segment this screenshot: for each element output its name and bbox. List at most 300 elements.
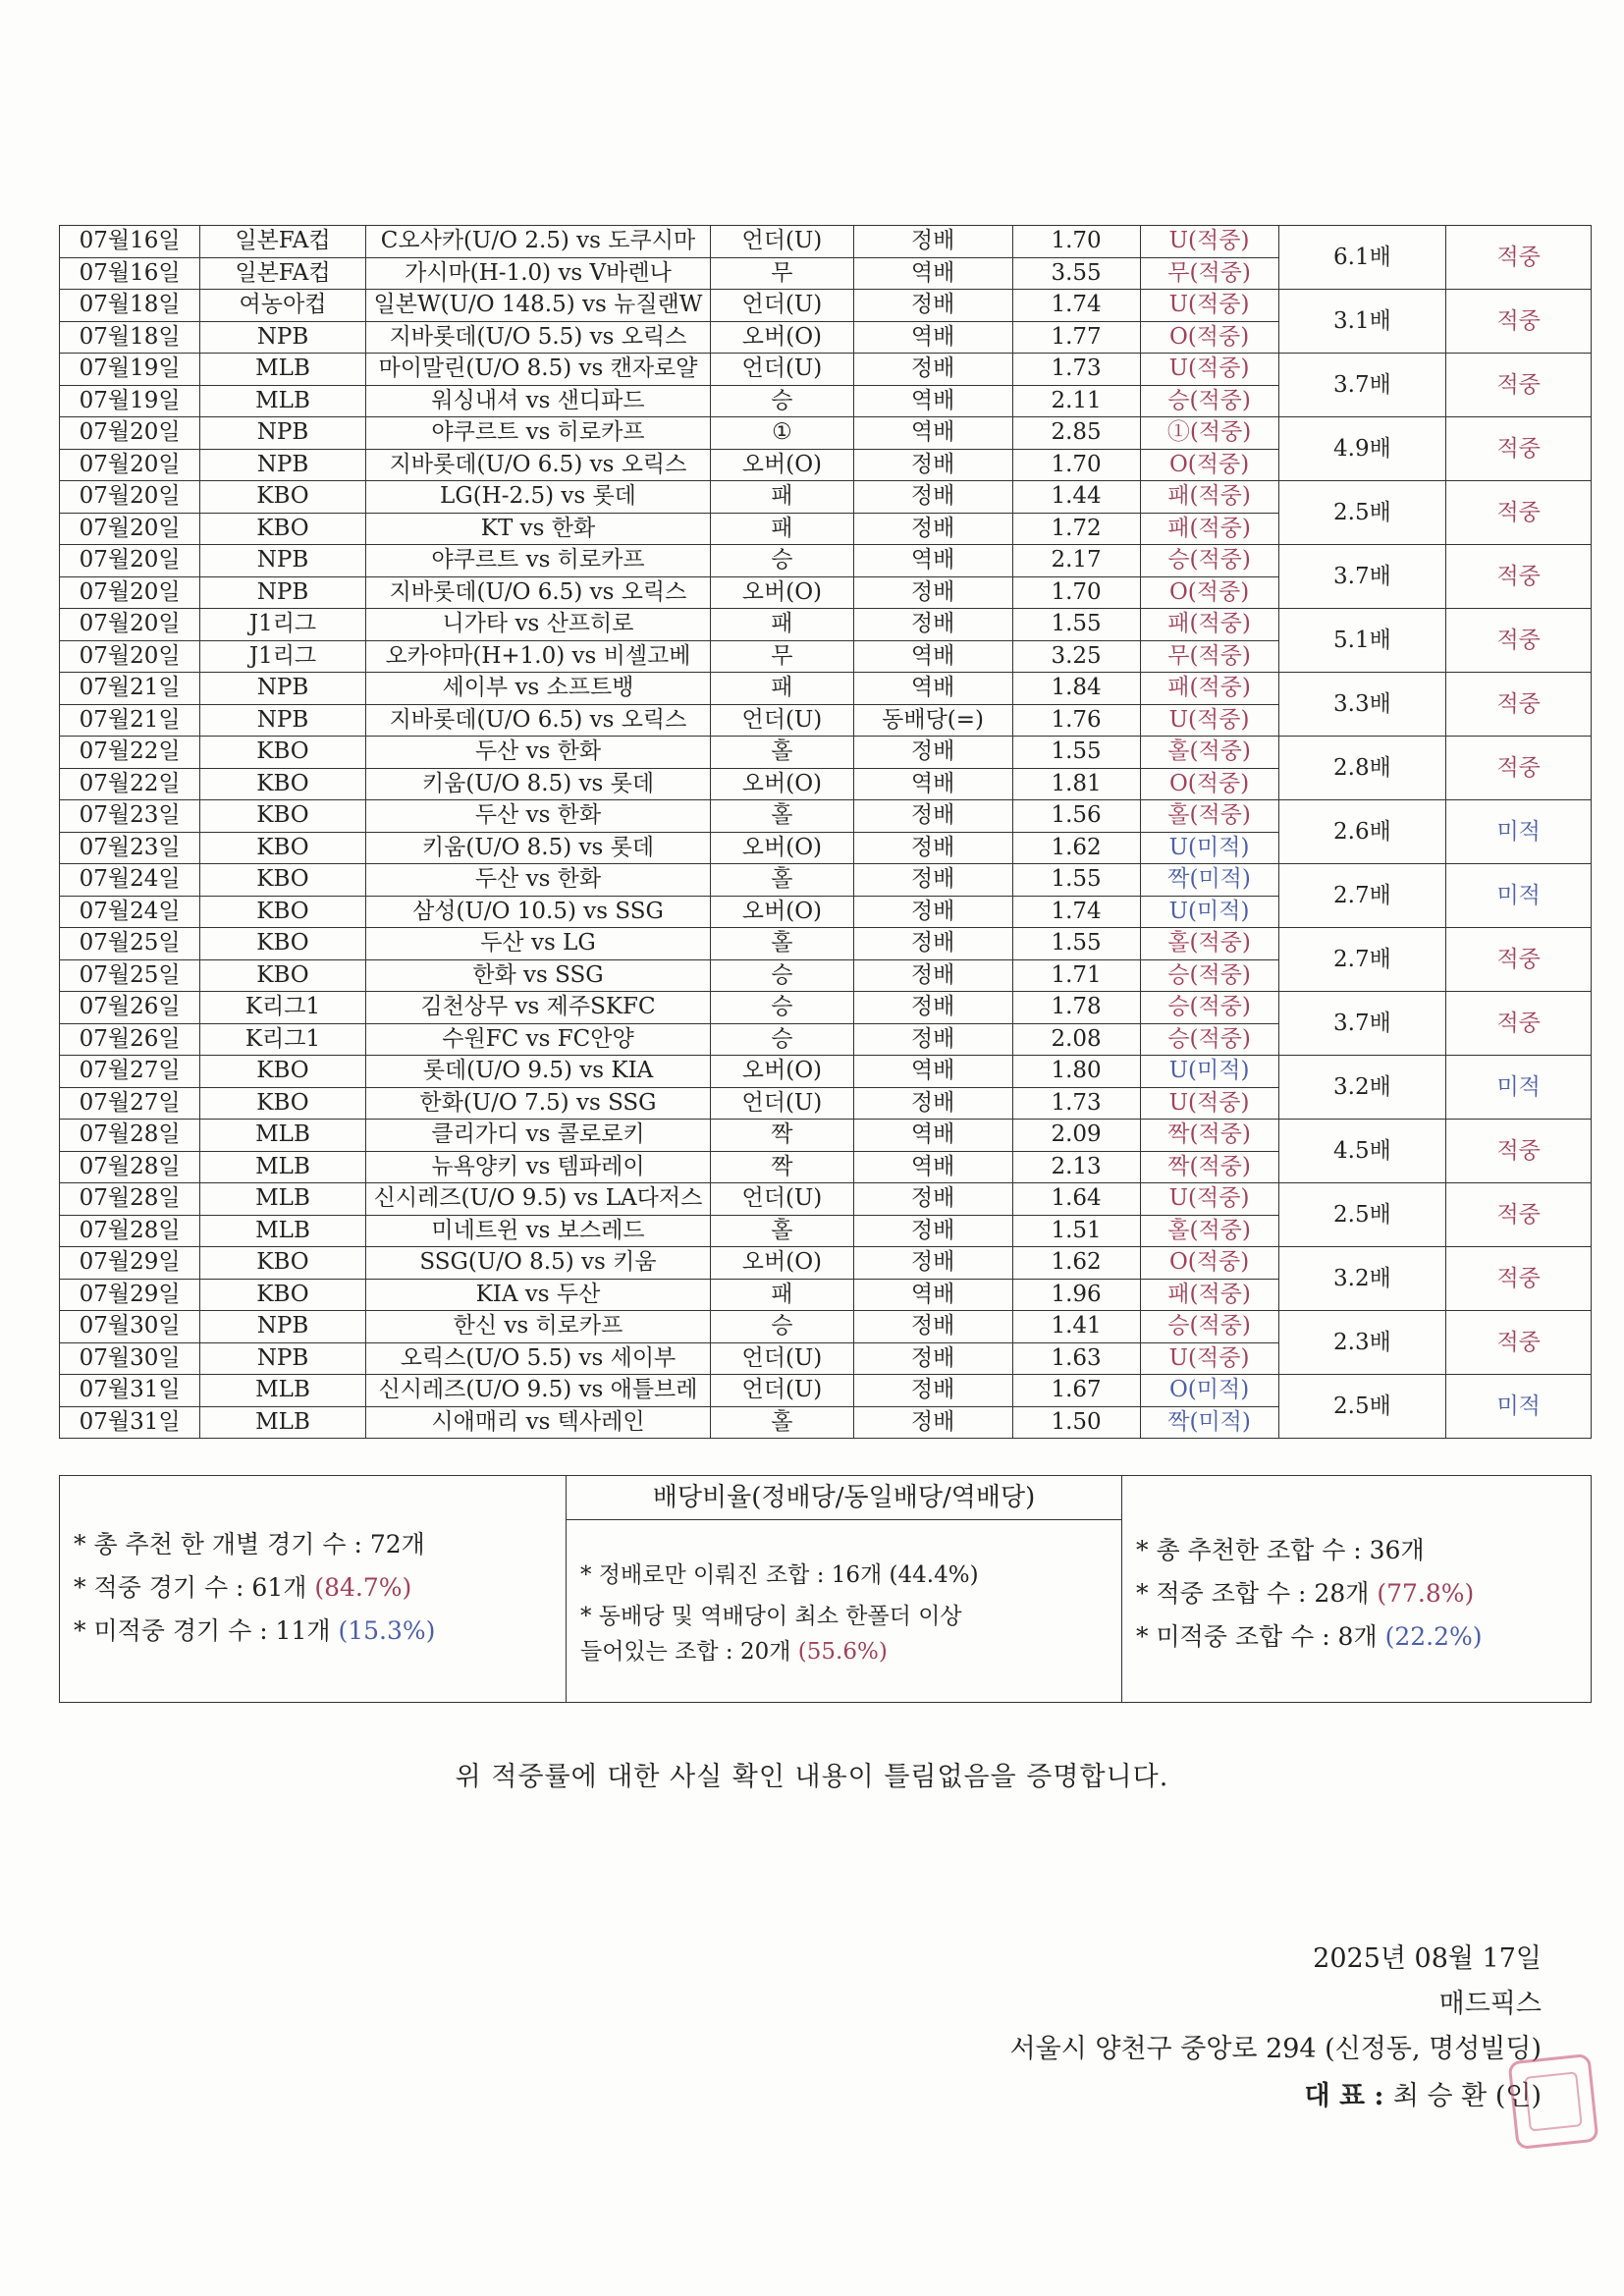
combo-multiplier-cell: 2.5배	[1278, 1375, 1446, 1439]
date-cell: 07월27일	[60, 1087, 200, 1120]
status-cell: ①(적중)	[1140, 417, 1278, 450]
status-cell: 홀(적중)	[1140, 928, 1278, 960]
league-cell: NPB	[200, 417, 366, 450]
combo-multiplier-cell: 2.7배	[1278, 864, 1446, 928]
status-cell: U(미적)	[1140, 1056, 1278, 1088]
match-cell: 가시마(H-1.0) vs V바렌나	[365, 257, 710, 290]
date-cell: 07월28일	[60, 1183, 200, 1216]
combo-result-cell: 미적	[1446, 800, 1592, 864]
date-cell: 07월20일	[60, 609, 200, 641]
odds-cell: 1.84	[1012, 673, 1140, 705]
date-cell: 07월21일	[60, 673, 200, 705]
hit-combos-pct: (77.8%)	[1377, 1579, 1475, 1608]
odds-type-cell: 정배	[853, 1087, 1012, 1120]
match-cell: 세이부 vs 소프트뱅	[365, 673, 710, 705]
status-cell: O(적중)	[1140, 768, 1278, 800]
pick-cell: 언더(U)	[711, 354, 853, 386]
league-cell: K리그1	[200, 992, 366, 1024]
odds-type-cell: 역배	[853, 1279, 1012, 1311]
summary-combos	[1122, 1476, 1591, 1702]
date-cell: 07월25일	[60, 959, 200, 992]
league-cell: KBO	[200, 513, 366, 545]
league-cell: NPB	[200, 576, 366, 609]
combo-result-cell: 미적	[1446, 1056, 1592, 1120]
representative-line	[1305, 2074, 1543, 2112]
status-cell: 홀(적중)	[1140, 800, 1278, 833]
table-row	[60, 481, 1592, 514]
odds-type-cell: 정배	[853, 800, 1012, 833]
combo-result-cell: 적중	[1446, 928, 1592, 992]
combo-result-cell: 적중	[1446, 1120, 1592, 1183]
date-cell: 07월28일	[60, 1151, 200, 1183]
odds-cell: 1.80	[1012, 1056, 1140, 1088]
pick-cell: 승	[711, 385, 853, 417]
pick-cell: ①	[711, 417, 853, 450]
status-cell: 짝(미적)	[1140, 1406, 1278, 1439]
pick-cell: 패	[711, 481, 853, 514]
odds-type-cell: 역배	[853, 257, 1012, 290]
combo-result-cell: 적중	[1446, 737, 1592, 800]
match-cell: 한화(U/O 7.5) vs SSG	[365, 1087, 710, 1120]
league-cell: MLB	[200, 1120, 366, 1152]
pick-cell: 오버(O)	[711, 896, 853, 928]
combo-result-cell: 적중	[1446, 1183, 1592, 1247]
odds-cell: 1.78	[1012, 992, 1140, 1024]
date-cell: 07월26일	[60, 992, 200, 1024]
status-cell: U(적중)	[1140, 354, 1278, 386]
odds-type-cell: 역배	[853, 1151, 1012, 1183]
league-cell: NPB	[200, 673, 366, 705]
league-cell: NPB	[200, 1311, 366, 1343]
match-cell: 두산 vs 한화	[365, 800, 710, 833]
odds-cell: 1.55	[1012, 609, 1140, 641]
match-cell: 신시레즈(U/O 9.5) vs LA다저스	[365, 1183, 710, 1216]
combo-multiplier-cell: 2.5배	[1278, 1183, 1446, 1247]
pick-cell: 언더(U)	[711, 704, 853, 737]
mixed-odds-pct: (55.6%)	[797, 1639, 888, 1665]
odds-type-cell: 정배	[853, 1023, 1012, 1056]
odds-type-cell: 정배	[853, 290, 1012, 322]
table-row	[60, 1183, 1592, 1216]
table-row	[60, 417, 1592, 450]
table-row	[60, 928, 1592, 960]
pick-cell: 홀	[711, 1406, 853, 1439]
date-cell: 07월31일	[60, 1406, 200, 1439]
pick-cell: 패	[711, 673, 853, 705]
odds-type-cell: 동배당(=)	[853, 704, 1012, 737]
odds-type-cell: 역배	[853, 321, 1012, 354]
status-cell: U(적중)	[1140, 704, 1278, 737]
league-cell: MLB	[200, 1375, 366, 1407]
combo-multiplier-cell: 4.5배	[1278, 1120, 1446, 1183]
combo-multiplier-cell: 3.7배	[1278, 354, 1446, 417]
odds-cell: 3.25	[1012, 640, 1140, 673]
odds-cell: 1.41	[1012, 1311, 1140, 1343]
odds-cell: 1.73	[1012, 1087, 1140, 1120]
combo-multiplier-cell: 6.1배	[1278, 226, 1446, 290]
hit-games-pct: (84.7%)	[314, 1573, 412, 1602]
representative-label: 대 표 :	[1304, 2081, 1393, 2111]
table-row	[60, 354, 1592, 386]
odds-cell: 1.70	[1012, 226, 1140, 258]
date-cell: 07월20일	[60, 576, 200, 609]
league-cell: MLB	[200, 385, 366, 417]
match-cell: 오카야마(H+1.0) vs 비셀고베	[365, 640, 710, 673]
odds-type-cell: 정배	[853, 992, 1012, 1024]
table-row	[60, 1311, 1592, 1343]
odds-cell: 1.71	[1012, 959, 1140, 992]
combo-result-cell: 적중	[1446, 673, 1592, 737]
match-cell: 지바롯데(U/O 5.5) vs 오릭스	[365, 321, 710, 354]
odds-cell: 1.74	[1012, 290, 1140, 322]
combo-result-cell: 적중	[1446, 1247, 1592, 1311]
odds-cell: 1.55	[1012, 737, 1140, 769]
date-cell: 07월19일	[60, 385, 200, 417]
date-cell: 07월23일	[60, 832, 200, 864]
odds-type-cell: 역배	[853, 673, 1012, 705]
pick-cell: 언더(U)	[711, 1087, 853, 1120]
pick-cell: 오버(O)	[711, 1247, 853, 1280]
date-cell: 07월25일	[60, 928, 200, 960]
odds-cell: 1.76	[1012, 704, 1140, 737]
pick-cell: 홀	[711, 1215, 853, 1247]
pick-cell: 오버(O)	[711, 321, 853, 354]
match-cell: 마이말린(U/O 8.5) vs 캔자로얄	[365, 354, 710, 386]
pick-cell: 오버(O)	[711, 1056, 853, 1088]
odds-cell: 2.11	[1012, 385, 1140, 417]
date-cell: 07월20일	[60, 449, 200, 481]
status-cell: 패(적중)	[1140, 481, 1278, 514]
table-row	[60, 290, 1592, 322]
league-cell: MLB	[200, 1406, 366, 1439]
pick-cell: 짝	[711, 1151, 853, 1183]
pick-cell: 언더(U)	[711, 1375, 853, 1407]
odds-cell: 1.74	[1012, 896, 1140, 928]
league-cell: KBO	[200, 737, 366, 769]
odds-cell: 1.50	[1012, 1406, 1140, 1439]
pick-cell: 홀	[711, 737, 853, 769]
date-cell: 07월18일	[60, 290, 200, 322]
combo-result-cell: 적중	[1446, 290, 1592, 354]
status-cell: U(미적)	[1140, 896, 1278, 928]
match-cell: 두산 vs LG	[365, 928, 710, 960]
date-cell: 07월20일	[60, 513, 200, 545]
summary-box	[59, 1475, 1592, 1703]
odds-type-cell: 정배	[853, 928, 1012, 960]
date-cell: 07월16일	[60, 257, 200, 290]
date-cell: 07월28일	[60, 1215, 200, 1247]
league-cell: KBO	[200, 928, 366, 960]
combo-result-cell: 적중	[1446, 1311, 1592, 1375]
company-seal-stamp	[1508, 2053, 1599, 2150]
table-row	[60, 673, 1592, 705]
pick-cell: 홀	[711, 928, 853, 960]
combo-result-cell: 미적	[1446, 864, 1592, 928]
combo-result-cell: 적중	[1446, 545, 1592, 609]
miss-combos-line: * 미적중 조합 수 : 8개 (22.2%)	[1136, 1622, 1483, 1651]
date-cell: 07월30일	[60, 1342, 200, 1375]
odds-cell: 2.08	[1012, 1023, 1140, 1056]
league-cell: 여농아컵	[200, 290, 366, 322]
match-cell: 워싱내셔 vs 샌디파드	[365, 385, 710, 417]
pick-cell: 승	[711, 1311, 853, 1343]
date-cell: 07월19일	[60, 354, 200, 386]
odds-type-cell: 정배	[853, 832, 1012, 864]
favorite-only-line: * 정배로만 이뤄진 조합 : 16개 (44.4%)	[580, 1562, 979, 1588]
odds-cell: 1.51	[1012, 1215, 1140, 1247]
mixed-odds-line: * 동배당 및 역배당이 최소 한폴더 이상	[580, 1604, 962, 1629]
issue-date: 2025년 08월 17일	[1313, 1943, 1542, 1974]
pick-cell: 오버(O)	[711, 768, 853, 800]
odds-type-cell: 정배	[853, 737, 1012, 769]
date-cell: 07월22일	[60, 737, 200, 769]
match-cell: 지바롯데(U/O 6.5) vs 오릭스	[365, 576, 710, 609]
match-cell: 수원FC vs FC안양	[365, 1023, 710, 1056]
status-cell: O(적중)	[1140, 449, 1278, 481]
combo-multiplier-cell: 4.9배	[1278, 417, 1446, 481]
date-cell: 07월29일	[60, 1279, 200, 1311]
odds-type-cell: 역배	[853, 1056, 1012, 1088]
odds-type-cell: 정배	[853, 1247, 1012, 1280]
combo-multiplier-cell: 3.7배	[1278, 992, 1446, 1056]
date-cell: 07월28일	[60, 1120, 200, 1152]
odds-cell: 1.44	[1012, 481, 1140, 514]
pick-cell: 언더(U)	[711, 1342, 853, 1375]
combo-multiplier-cell: 3.1배	[1278, 290, 1446, 354]
combo-result-cell: 미적	[1446, 1375, 1592, 1439]
match-cell: C오사카(U/O 2.5) vs 도쿠시마	[365, 226, 710, 258]
odds-type-cell: 역배	[853, 385, 1012, 417]
match-cell: 야쿠르트 vs 히로카프	[365, 417, 710, 450]
pick-cell: 홀	[711, 800, 853, 833]
pick-cell: 패	[711, 513, 853, 545]
odds-cell: 3.55	[1012, 257, 1140, 290]
match-cell: 야쿠르트 vs 히로카프	[365, 545, 710, 577]
odds-type-cell: 역배	[853, 545, 1012, 577]
pick-cell: 승	[711, 545, 853, 577]
pick-cell: 오버(O)	[711, 832, 853, 864]
date-cell: 07월30일	[60, 1311, 200, 1343]
status-cell: 승(적중)	[1140, 385, 1278, 417]
combo-result-cell: 적중	[1446, 992, 1592, 1056]
status-cell: 무(적중)	[1140, 640, 1278, 673]
mixed-odds-count-line: 들어있는 조합 : 20개 (55.6%)	[580, 1639, 888, 1665]
pick-cell: 언더(U)	[711, 290, 853, 322]
odds-cell: 1.70	[1012, 576, 1140, 609]
combo-multiplier-cell: 2.6배	[1278, 800, 1446, 864]
odds-cell: 1.72	[1012, 513, 1140, 545]
status-cell: U(적중)	[1140, 1183, 1278, 1216]
league-cell: KBO	[200, 800, 366, 833]
table-row	[60, 864, 1592, 897]
league-cell: K리그1	[200, 1023, 366, 1056]
odds-cell: 1.55	[1012, 928, 1140, 960]
odds-type-cell: 정배	[853, 896, 1012, 928]
league-cell: NPB	[200, 704, 366, 737]
total-combos-line: * 총 추천한 조합 수 : 36개	[1136, 1536, 1425, 1564]
league-cell: KBO	[200, 768, 366, 800]
status-cell: 홀(적중)	[1140, 1215, 1278, 1247]
combo-multiplier-cell: 2.7배	[1278, 928, 1446, 992]
match-cell: 키움(U/O 8.5) vs 롯데	[365, 832, 710, 864]
league-cell: 일본FA컵	[200, 257, 366, 290]
table-row	[60, 992, 1592, 1024]
odds-type-cell: 정배	[853, 1406, 1012, 1439]
league-cell: KBO	[200, 1247, 366, 1280]
status-cell: 짝(적중)	[1140, 1151, 1278, 1183]
odds-cell: 1.62	[1012, 1247, 1140, 1280]
status-cell: U(적중)	[1140, 226, 1278, 258]
combo-multiplier-cell: 2.3배	[1278, 1311, 1446, 1375]
combo-result-cell: 적중	[1446, 354, 1592, 417]
pick-cell: 승	[711, 1023, 853, 1056]
odds-type-cell: 정배	[853, 481, 1012, 514]
certification-statement: 위 적중률에 대한 사실 확인 내용이 틀림없음을 증명합니다.	[455, 1762, 1169, 1792]
odds-type-cell: 정배	[853, 1215, 1012, 1247]
match-cell: 뉴욕양키 vs 템파레이	[365, 1151, 710, 1183]
match-cell: 키움(U/O 8.5) vs 롯데	[365, 768, 710, 800]
league-cell: KBO	[200, 864, 366, 897]
odds-cell: 1.81	[1012, 768, 1140, 800]
odds-ratio-heading: 배당비율(정배당/동일배당/역배당)	[567, 1476, 1121, 1520]
date-cell: 07월23일	[60, 800, 200, 833]
date-cell: 07월27일	[60, 1056, 200, 1088]
status-cell: 승(적중)	[1140, 959, 1278, 992]
combo-multiplier-cell: 3.2배	[1278, 1247, 1446, 1311]
pick-cell: 패	[711, 1279, 853, 1311]
league-cell: MLB	[200, 354, 366, 386]
odds-cell: 2.17	[1012, 545, 1140, 577]
league-cell: J1리그	[200, 609, 366, 641]
match-cell: LG(H-2.5) vs 롯데	[365, 481, 710, 514]
odds-cell: 1.63	[1012, 1342, 1140, 1375]
odds-cell: 1.67	[1012, 1375, 1140, 1407]
odds-type-cell: 정배	[853, 576, 1012, 609]
status-cell: 홀(적중)	[1140, 737, 1278, 769]
combo-result-cell: 적중	[1446, 417, 1592, 481]
date-cell: 07월18일	[60, 321, 200, 354]
league-cell: KBO	[200, 481, 366, 514]
league-cell: NPB	[200, 449, 366, 481]
odds-type-cell: 정배	[853, 354, 1012, 386]
status-cell: 패(적중)	[1140, 513, 1278, 545]
combo-multiplier-cell: 2.8배	[1278, 737, 1446, 800]
odds-cell: 1.56	[1012, 800, 1140, 833]
odds-type-cell: 정배	[853, 1342, 1012, 1375]
date-cell: 07월20일	[60, 481, 200, 514]
odds-type-cell: 역배	[853, 640, 1012, 673]
pick-cell: 승	[711, 992, 853, 1024]
date-cell: 07월29일	[60, 1247, 200, 1280]
date-cell: 07월24일	[60, 864, 200, 897]
combo-result-cell: 적중	[1446, 226, 1592, 290]
status-cell: 승(적중)	[1140, 992, 1278, 1024]
date-cell: 07월20일	[60, 545, 200, 577]
status-cell: O(적중)	[1140, 576, 1278, 609]
pick-cell: 언더(U)	[711, 1183, 853, 1216]
match-cell: 롯데(U/O 9.5) vs KIA	[365, 1056, 710, 1088]
status-cell: 패(적중)	[1140, 673, 1278, 705]
miss-games-line: * 미적중 경기 수 : 11개 (15.3%)	[74, 1616, 436, 1645]
match-cell: 클리가디 vs 콜로로키	[365, 1120, 710, 1152]
league-cell: MLB	[200, 1215, 366, 1247]
match-cell: 두산 vs 한화	[365, 864, 710, 897]
combo-multiplier-cell: 3.7배	[1278, 545, 1446, 609]
table-row	[60, 226, 1592, 258]
match-cell: 삼성(U/O 10.5) vs SSG	[365, 896, 710, 928]
odds-cell: 2.09	[1012, 1120, 1140, 1152]
odds-type-cell: 정배	[853, 864, 1012, 897]
miss-games-pct: (15.3%)	[338, 1616, 436, 1645]
match-cell: 일본W(U/O 148.5) vs 뉴질랜W	[365, 290, 710, 322]
date-cell: 07월26일	[60, 1023, 200, 1056]
match-cell: 한신 vs 히로카프	[365, 1311, 710, 1343]
odds-type-cell: 정배	[853, 1311, 1012, 1343]
league-cell: KBO	[200, 1056, 366, 1088]
table-row	[60, 800, 1592, 833]
pick-cell: 언더(U)	[711, 226, 853, 258]
status-cell: 무(적중)	[1140, 257, 1278, 290]
status-cell: U(적중)	[1140, 1087, 1278, 1120]
results-table	[59, 225, 1592, 1439]
league-cell: KBO	[200, 1279, 366, 1311]
match-cell: 한화 vs SSG	[365, 959, 710, 992]
odds-type-cell: 정배	[853, 449, 1012, 481]
status-cell: 짝(미적)	[1140, 864, 1278, 897]
match-cell: 지바롯데(U/O 6.5) vs 오릭스	[365, 449, 710, 481]
status-cell: O(미적)	[1140, 1375, 1278, 1407]
odds-type-cell: 정배	[853, 513, 1012, 545]
pick-cell: 오버(O)	[711, 576, 853, 609]
status-cell: 승(적중)	[1140, 1311, 1278, 1343]
league-cell: NPB	[200, 321, 366, 354]
league-cell: NPB	[200, 1342, 366, 1375]
summary-odds-ratio	[567, 1476, 1122, 1702]
status-cell: 패(적중)	[1140, 609, 1278, 641]
match-cell: 시애매리 vs 텍사레인	[365, 1406, 710, 1439]
league-cell: J1리그	[200, 640, 366, 673]
league-cell: NPB	[200, 545, 366, 577]
status-cell: U(미적)	[1140, 832, 1278, 864]
odds-type-cell: 정배	[853, 609, 1012, 641]
league-cell: MLB	[200, 1183, 366, 1216]
representative-name: 최 승 환 (인)	[1392, 2081, 1542, 2111]
league-cell: KBO	[200, 896, 366, 928]
total-games-line: * 총 추천 한 개별 경기 수 : 72개	[74, 1530, 425, 1558]
results-body	[60, 226, 1592, 1439]
date-cell: 07월21일	[60, 704, 200, 737]
odds-cell: 1.64	[1012, 1183, 1140, 1216]
match-cell: KT vs 한화	[365, 513, 710, 545]
league-cell: KBO	[200, 1087, 366, 1120]
combo-multiplier-cell: 5.1배	[1278, 609, 1446, 673]
pick-cell: 짝	[711, 1120, 853, 1152]
odds-cell: 1.77	[1012, 321, 1140, 354]
table-row	[60, 609, 1592, 641]
status-cell: O(적중)	[1140, 321, 1278, 354]
odds-cell: 1.73	[1012, 354, 1140, 386]
table-row	[60, 545, 1592, 577]
date-cell: 07월20일	[60, 417, 200, 450]
pick-cell: 무	[711, 257, 853, 290]
status-cell: 패(적중)	[1140, 1279, 1278, 1311]
hit-games-line: * 적중 경기 수 : 61개 (84.7%)	[74, 1573, 412, 1602]
company-address: 서울시 양천구 중앙로 294 (신정동, 명성빌딩)	[1009, 2034, 1542, 2064]
odds-cell: 1.70	[1012, 449, 1140, 481]
league-cell: KBO	[200, 959, 366, 992]
pick-cell: 패	[711, 609, 853, 641]
pick-cell: 홀	[711, 864, 853, 897]
